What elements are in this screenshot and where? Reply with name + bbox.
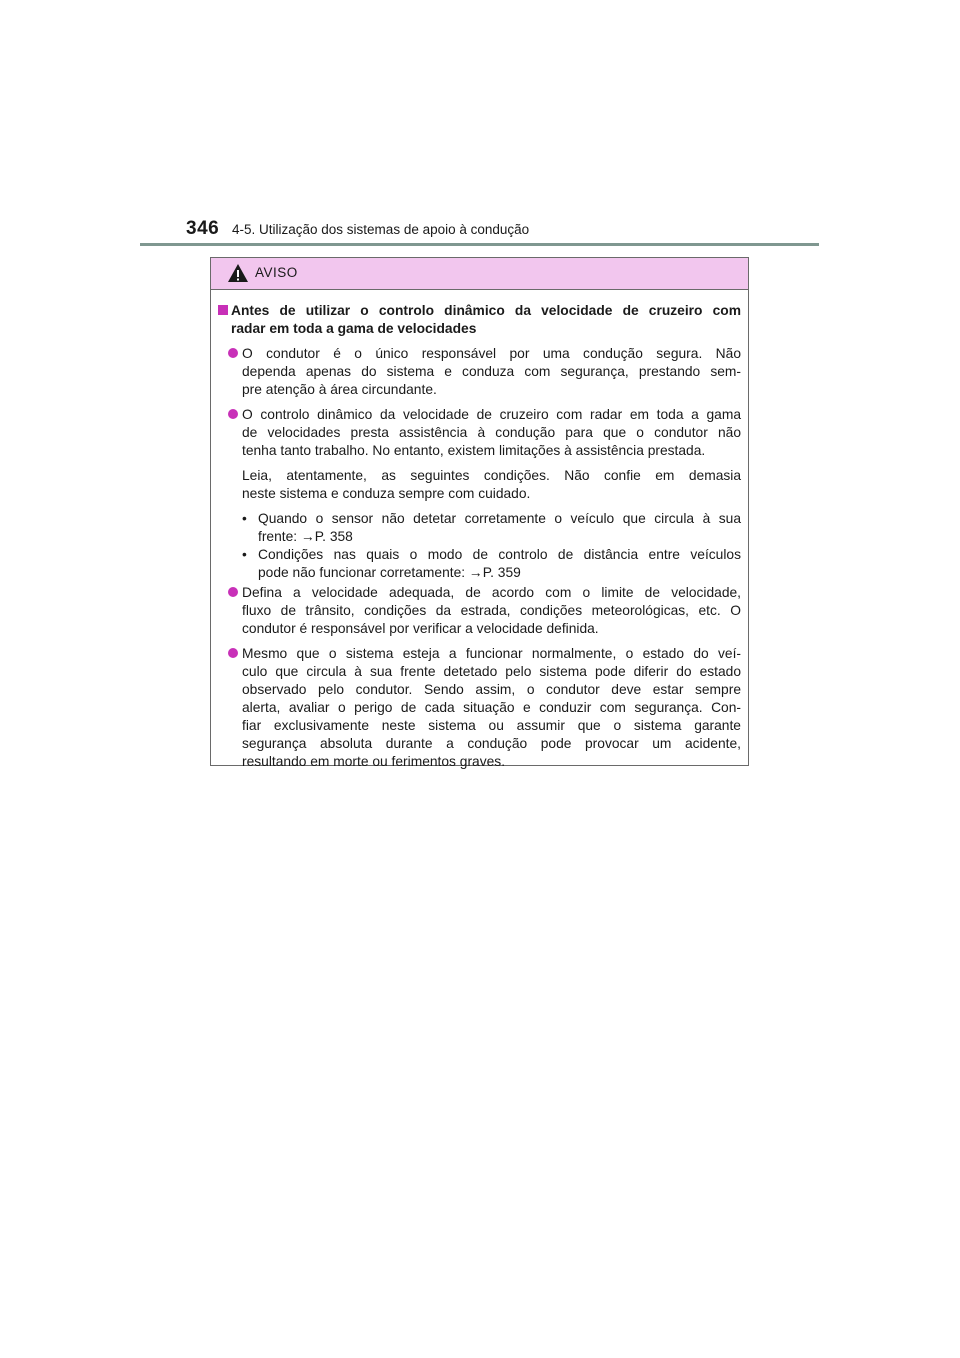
text-line: tenha tanto trabalho. No entanto, existem limitações à assistência prestada. [242, 443, 706, 458]
info-paragraph [218, 467, 741, 503]
warning-box [210, 257, 749, 769]
page-reference-link[interactable]: frente: →P. 358 [258, 529, 353, 544]
small-bullet-icon: • [242, 547, 247, 562]
text-line: Quando o sensor não detetar corretamente o veículo que circula à sua [258, 511, 741, 526]
text-line: resultando em morte ou ferimentos graves. [242, 754, 506, 769]
small-bullet-icon: • [242, 511, 247, 526]
text-line: neste sistema e conduza sempre com cuidado. [242, 486, 531, 501]
round-bullet-icon [228, 648, 238, 658]
text-line: Condições nas quais o modo de controlo de distância entre veículos [258, 547, 741, 562]
bullet-item [218, 406, 741, 460]
bullet-item [218, 584, 741, 638]
warning-triangle-icon [227, 263, 249, 283]
page-number: 346 [186, 218, 220, 239]
sub-item [218, 546, 741, 582]
square-bullet-icon [218, 305, 228, 315]
page-reference-link[interactable]: pode não funcionar corretamente: →P. 359 [258, 565, 521, 580]
header-rule [140, 243, 819, 246]
section-title: 4-5. Utilização dos sistemas de apoio à condução [232, 222, 530, 237]
warning-label: AVISO [255, 265, 298, 280]
sub-item [218, 510, 741, 546]
sub-list [218, 510, 741, 582]
text-line: fiar exclusivamente neste sistema ou assumir que o sistema garante [242, 718, 741, 733]
round-bullet-icon [228, 587, 238, 597]
warning-header [211, 258, 748, 290]
warning-body [211, 290, 748, 771]
bullet-item [218, 345, 741, 399]
text-line: radar em toda a gama de velocidades [231, 321, 477, 336]
warning-subheading [218, 302, 741, 338]
text-line: Defina a velocidade adequada, de acordo com o limite de velocidade, [242, 585, 741, 600]
text-line: dependa apenas do sistema e conduza com segurança, prestando sem- [242, 364, 741, 379]
text-line: condutor é responsável por verificar a velocidade definida. [242, 621, 599, 636]
text-line: pre atenção à área circundante. [242, 382, 437, 397]
text-line: alerta, avaliar o perigo de cada situação e conduzir com segurança. Con- [242, 700, 741, 715]
text-line: O condutor é o único responsável por uma condução segura. Não [242, 346, 741, 361]
text-line: observado pelo condutor. Sendo assim, o condutor deve estar sempre [242, 682, 741, 697]
round-bullet-icon [228, 409, 238, 419]
text-line: de velocidades presta assistência à condução para que o condutor não [242, 425, 741, 440]
text-line: Leia, atentamente, as seguintes condições. Não confie em demasia [242, 468, 741, 483]
round-bullet-icon [228, 348, 238, 358]
text-line: Antes de utilizar o controlo dinâmico da velocidade de cruzeiro com [231, 303, 741, 318]
text-line: segurança absoluta durante a condução pode provocar um acidente, [242, 736, 741, 751]
bullet-item [218, 645, 741, 771]
text-line: culo que circula à sua frente detetado pelo sistema pode diferir do estado [242, 664, 741, 679]
text-line: O controlo dinâmico da velocidade de cruzeiro com radar em toda a gama [242, 407, 741, 422]
text-line: fluxo de trânsito, condições da estrada, condições meteorológicas, etc. O [242, 603, 741, 618]
text-line: Mesmo que o sistema esteja a funcionar normalmente, o estado do veí- [242, 646, 741, 661]
